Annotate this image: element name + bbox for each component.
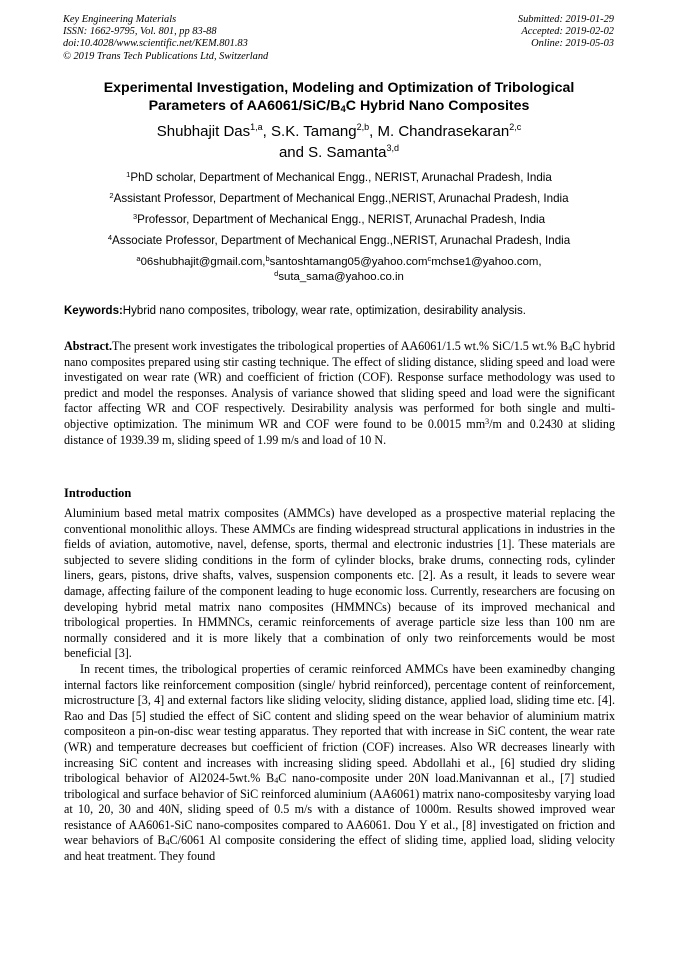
author-separator: , (262, 123, 272, 140)
email-b: santoshtamang05@yahoo.com (269, 256, 428, 268)
paragraph-subscript: 4 (274, 776, 279, 786)
email-marker: d (274, 269, 279, 278)
author-and: and (278, 143, 309, 161)
abstract-text: C hybrid nano composites prepared using stir casting technique. The effect of sliding distance, sliding speed and load were investigated on wear rate (WR) and coefficient of friction (COF). Response surface methodology was used to predict and model the responses. Analysis of variance showed that sliding speed and load were the significant factor affecting WR and COF respectively. Desirability analysis was performed for both single and multi-objective optimization. The minimum WR and COF were found to be 0.0015 mm (64, 339, 615, 431)
affiliation-number: 4 (107, 233, 112, 242)
author-3: M. Chandrasekaran (377, 123, 510, 140)
affiliation-text: Assistant Professor, Department of Mechanical Engg.,NERIST, Arunachal Pradesh, India (113, 192, 569, 205)
affiliation-text: PhD scholar, Department of Mechanical Engg., NERIST, Arunachal Pradesh, India (130, 171, 552, 184)
abstract-label: Abstract. (64, 339, 113, 353)
keywords (64, 304, 614, 318)
author-1-sup: 1,a (250, 122, 263, 132)
email-marker: c (427, 254, 432, 263)
author-2-sup: 2,b (356, 122, 370, 132)
abstract-text: /m and 0.2430 at sliding distance of 1939.39 m, sliding speed of 1.99 m/s and load of 10 N. (64, 416, 615, 447)
abstract-subscript: 4 (568, 344, 573, 353)
author-4: S. Samanta (308, 143, 387, 161)
author-4-sup: 3,d (386, 142, 400, 153)
introduction-heading: Introduction (64, 486, 132, 500)
paragraph (64, 662, 615, 865)
author-emails (40, 255, 638, 285)
title-line-2b: C Hybrid Nano Composites (345, 97, 530, 114)
author-1: Shubhajit Das (156, 123, 251, 140)
publication-dates (518, 14, 614, 51)
paragraph-text: C/6061 Al composite considering the effect of sliding time, applied load, sliding velocity and heat treatment. They found (64, 833, 616, 864)
keywords-text: Hybrid nano composites, tribology, wear rate, optimization, desirability analysis. (122, 305, 526, 317)
affiliation-2 (40, 192, 638, 206)
journal-issn: ISSN: 1662-9795, Vol. 801, pp 83-88 (63, 26, 217, 38)
title-line-2a: Parameters of AA6061/SiC/B (148, 97, 341, 114)
paragraph-text: C nano-composite under 20N load.Manivannan et al., [7] studied tribological and surface behavior of SiC reinforced aluminium (AA6061) matrix nano-compositesby varying load at 10, 20, 30 and 40N, sliding speed of 0.5 m/s with a distance of 1000m. Results showed improved wear resistance of AA6061-SiC nano-composites compared to AA6061. Dou Y et al., [8] investigated on friction and wear behaviors of B (64, 771, 615, 848)
journal-copyright: © 2019 Trans Tech Publications Ltd, Switzerland (63, 50, 269, 62)
email-c: mchse1@yahoo.com, (431, 256, 542, 268)
paper-title (40, 80, 638, 115)
affiliation-text: Associate Professor, Department of Mechanical Engg.,NERIST, Arunachal Pradesh, India (111, 234, 571, 247)
author-2: S.K. Tamang (271, 123, 357, 140)
paragraph-text: In recent times, the tribological properties of ceramic reinforced AMMCs have been examinedby changing internal factors like reinforcement composition (single/ hybrid reinforced), percentage content of reinforcement, microstructure [3, 4] and external factors like sliding velocity, sliding distance, applied load, sliding time etc. [4]. Rao and Das [5] studied the effect of SiC content and sliding speed on the wear behavior of aluminium matrix compositeon a pin-on-disc wear testing apparatus. They reported that with increase in SiC content, the wear rate (WR) and temperature decreases but coefficient of friction (COF) increases. Also WR decreases linearly with increasing SiC content and increases with increasing sliding speed. Abdollahi et al., [6] studied dry sliding tribological behavior of Al2024-5wt.% B (64, 661, 615, 786)
journal-info (63, 14, 268, 63)
email-d: suta_sama@yahoo.co.in (278, 271, 404, 283)
date-submitted: Submitted: 2019-01-29 (517, 14, 614, 25)
abstract (64, 339, 615, 448)
affiliation-1 (40, 171, 638, 185)
keywords-label: Keywords: (64, 305, 123, 317)
paragraph: Aluminium based metal matrix composites (AMMCs) have developed as a prospective material replacing the conventional monolithic alloys. These AMMCs are finding widespread structural applications in industries in the fields of aviation, automotive, navel, defense, sports, thermal and electronic industries [1]. These materials are subjected to severe sliding conditions in the form of cylinder blocks, brake drums, connecting rods, cylinder liners, gears, pistons, drive shafts, valves, suspension components etc. [2]. As a result, it leads to severe wear damage, affecting failure of the component leading to huge economic loss. Currently, researchers are focusing on developing hybrid metal matrix nano composites (HMMNCs) because of its improved mechanical and tribological properties. In HMMNCs, ceramic reinforcements of average particle size less than 100 nm are normally considered and it is more likely that a combination of only two reinforcements would be most beneficial [3]. (64, 506, 615, 661)
date-accepted: Accepted: 2019-02-02 (521, 26, 614, 38)
author-list (40, 122, 638, 163)
title-line-1: Experimental Investigation, Modeling and Optimization of Tribological (103, 80, 575, 96)
email-marker: b (265, 254, 270, 263)
journal-doi: doi:10.4028/www.scientific.net/KEM.801.83 (63, 38, 248, 50)
affiliation-number: 1 (126, 170, 131, 179)
journal-name: Key Engineering Materials (63, 14, 177, 25)
title-subscript: 4 (340, 103, 346, 115)
email-a: 06shubhajit@gmail.com, (140, 256, 266, 268)
affiliation-4 (40, 234, 638, 248)
abstract-superscript: 3 (485, 416, 490, 426)
abstract-text: The present work investigates the tribological properties of AA6061/1.5 wt.% SiC/1.5 wt.% B (112, 339, 569, 353)
affiliation-3 (40, 213, 638, 227)
affiliation-text: Professor, Department of Mechanical Engg., NERIST, Arunachal Pradesh, India (137, 213, 546, 226)
author-separator: , (369, 123, 378, 140)
introduction-body (64, 506, 615, 865)
author-3-sup: 2,c (509, 122, 522, 132)
paragraph-subscript: 4 (165, 838, 170, 848)
date-online: Online: 2019-05-03 (531, 38, 614, 50)
affiliation-number: 2 (109, 191, 114, 200)
email-marker: a (136, 254, 141, 263)
affiliation-number: 3 (132, 212, 138, 221)
